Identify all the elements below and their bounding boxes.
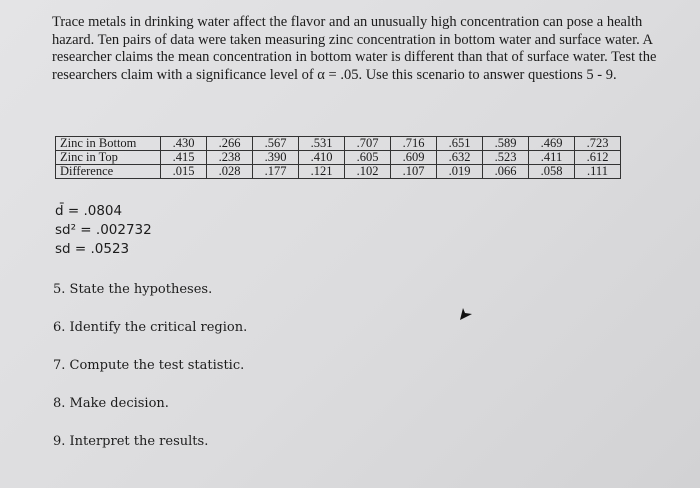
table-cell: .430 bbox=[161, 137, 207, 151]
table-cell: .019 bbox=[437, 165, 483, 179]
table-cell: .410 bbox=[299, 151, 345, 165]
zinc-data-table bbox=[55, 136, 621, 179]
table-row bbox=[56, 151, 621, 165]
table-cell: .469 bbox=[529, 137, 575, 151]
table-cell: .716 bbox=[391, 137, 437, 151]
table-cell: .066 bbox=[483, 165, 529, 179]
table-cell: .605 bbox=[345, 151, 391, 165]
table-row bbox=[56, 165, 621, 179]
table-cell: .651 bbox=[437, 137, 483, 151]
table-cell: .177 bbox=[253, 165, 299, 179]
question-8: 8. Make decision. bbox=[53, 396, 169, 411]
row-label: Difference bbox=[56, 165, 161, 179]
summary-statistics bbox=[55, 202, 152, 259]
question-5: 5. State the hypotheses. bbox=[53, 282, 213, 297]
table-cell: .107 bbox=[391, 165, 437, 179]
mean-difference: d̄ = .0804 bbox=[55, 203, 123, 219]
question-6: 6. Identify the critical region. bbox=[53, 320, 248, 335]
table-cell: .015 bbox=[161, 165, 207, 179]
question-7: 7. Compute the test statistic. bbox=[53, 358, 245, 373]
table-cell: .390 bbox=[253, 151, 299, 165]
table-cell: .102 bbox=[345, 165, 391, 179]
table-cell: .531 bbox=[299, 137, 345, 151]
table-cell: .612 bbox=[575, 151, 621, 165]
table-cell: .411 bbox=[529, 151, 575, 165]
table-cell: .238 bbox=[207, 151, 253, 165]
table-cell: .028 bbox=[207, 165, 253, 179]
row-label: Zinc in Top bbox=[56, 151, 161, 165]
table-cell: .567 bbox=[253, 137, 299, 151]
std-dev-difference: sd = .0523 bbox=[55, 241, 130, 257]
problem-intro: Trace metals in drinking water affect the flavor and an unusually high concentration can pose a health hazard. Ten pairs of data were taken measuring zinc concentration in bottom water and surface water. A researcher claims the mean concentration in bottom water is different than that of surface water. Test the researchers claim with a significance level of α = .05. Use this scenario to answer questions 5 - 9. bbox=[52, 14, 657, 83]
variance-difference: sd² = .002732 bbox=[55, 222, 152, 238]
table-cell: .266 bbox=[207, 137, 253, 151]
table-cell: .415 bbox=[161, 151, 207, 165]
row-label: Zinc in Bottom bbox=[56, 137, 161, 151]
table-cell: .609 bbox=[391, 151, 437, 165]
mouse-pointer-icon bbox=[459, 307, 473, 321]
question-list bbox=[53, 280, 247, 470]
question-9: 9. Interpret the results. bbox=[53, 434, 209, 449]
table-cell: .111 bbox=[575, 165, 621, 179]
table-cell: .589 bbox=[483, 137, 529, 151]
table-cell: .058 bbox=[529, 165, 575, 179]
table-row bbox=[56, 137, 621, 151]
table-cell: .707 bbox=[345, 137, 391, 151]
table-cell: .632 bbox=[437, 151, 483, 165]
table-cell: .523 bbox=[483, 151, 529, 165]
table-cell: .723 bbox=[575, 137, 621, 151]
table-cell: .121 bbox=[299, 165, 345, 179]
